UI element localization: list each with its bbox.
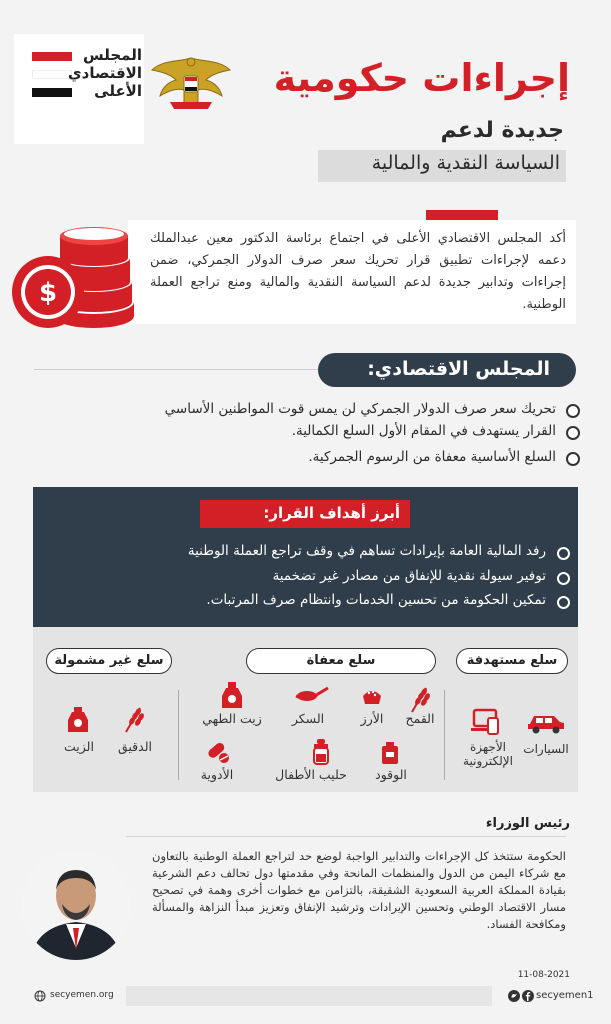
oil-bottle-icon xyxy=(220,680,244,710)
bullet-icon xyxy=(557,547,570,560)
item-label: الأدوية xyxy=(200,767,234,782)
council-name-line2: الاقتصادي xyxy=(67,64,142,82)
goal-item: رفد المالية العامة بإيرادات تساهم في وقف تراجع العملة الوطنية xyxy=(187,543,546,559)
page-subtitle: جديدة لدعم xyxy=(440,118,564,143)
oil-icon xyxy=(66,706,90,734)
facebook-icon[interactable] xyxy=(522,990,534,1002)
council-name-line1: المجلس xyxy=(83,46,142,64)
intro-accent-bar xyxy=(426,210,498,220)
publish-date: 11-08-2021 xyxy=(517,970,570,980)
twitter-icon[interactable] xyxy=(508,990,520,1002)
council-item: تحريك سعر صرف الدولار الجمركي لن يمس قوت المواطنين الأساسي xyxy=(164,401,556,417)
item-label: الدقيق xyxy=(117,739,152,754)
item-label: الأرز xyxy=(360,711,384,726)
header xyxy=(0,0,611,200)
targeted-goods-label: سلع مستهدفة xyxy=(456,648,568,674)
portrait-illustration xyxy=(22,852,130,960)
bullet-icon xyxy=(566,404,580,418)
bullet-icon xyxy=(566,452,580,466)
eagle-emblem-icon xyxy=(148,52,234,112)
svg-text:$: $ xyxy=(38,278,58,308)
baby-milk-icon xyxy=(310,738,332,766)
globe-icon xyxy=(34,990,46,1002)
medicine-icon xyxy=(204,738,230,764)
council-name xyxy=(46,46,142,100)
goal-item: تمكين الحكومة من تحسين الخدمات وانتظام صرف المرتبات. xyxy=(206,592,546,608)
rice-icon xyxy=(360,684,384,706)
divider xyxy=(178,690,179,780)
fuel-icon xyxy=(380,740,404,766)
goal-item: توفير سيولة نقدية للإنفاق من مصادر غير تضخمية xyxy=(272,568,546,584)
item-label: الأجهزة الإلكترونية xyxy=(463,740,513,768)
item-label: حليب الأطفال xyxy=(275,767,347,782)
goals-heading: أبرز أهداف القرار: xyxy=(263,504,400,522)
item-label: الزيت xyxy=(64,739,94,754)
item-label: السكر xyxy=(291,711,325,726)
item-label: القمح xyxy=(405,711,435,726)
bullet-icon xyxy=(557,572,570,585)
pm-title: رئيس الوزراء xyxy=(485,816,570,831)
item-label: الوقود xyxy=(375,767,407,782)
intro-text: أكد المجلس الاقتصادي الأعلى في اجتماع برئاسة الدكتور معين عبدالملك دعمه لإجراءات تطبيق قرار تحريك سعر صرف الدولار الجمركي، ضمن إجراءات وتدابير جديدة لدعم السياسة النقدية والمالية ومنع تراجع العملة الوطنية. xyxy=(150,231,566,312)
pm-statement: الحكومة ستتخذ كل الإجراءات والتدابير الواجبة لوضع حد لتراجع العملة الوطنية بالتعاون مع شركاء اليمن من الدول والمنظمات المانحة وفي مقدمتها دول تحالف دعم الشرعية بقيادة المملكة العربية السعودية الشقيقة، بالتزامن مع خطوات أخرى وهمة في تصحيح مسار الاقتصاد الوطني وتحسين الإيرادات وترشيد الإنفاق وتعزيز مبدأ النزاهة والمسألة ومكافحة الفساد. xyxy=(152,849,566,931)
car-icon xyxy=(526,710,566,734)
social-handle[interactable]: secyemen1 xyxy=(536,990,594,1001)
bullet-icon xyxy=(557,596,570,609)
coins-dollar-icon xyxy=(10,214,140,332)
council-heading: المجلس الاقتصادي: xyxy=(367,358,550,380)
council-item: القرار يستهدف في المقام الأول السلع الكمالية. xyxy=(291,423,556,439)
footer-bar xyxy=(126,986,492,1006)
wheat-icon xyxy=(408,684,432,714)
divider xyxy=(444,690,445,780)
divider xyxy=(34,369,334,370)
divider xyxy=(126,836,566,837)
page-subtitle-2: السياسة النقدية والمالية xyxy=(371,152,560,174)
council-item: السلع الأساسية معفاة من الرسوم الجمركية. xyxy=(308,449,556,465)
sugar-icon xyxy=(294,684,330,706)
item-label: زيت الطهي xyxy=(202,711,262,726)
bullet-icon xyxy=(566,426,580,440)
flour-icon xyxy=(122,704,146,734)
item-label: السيارات xyxy=(523,742,569,756)
council-name-line3: الأعلى xyxy=(94,82,142,100)
exempt-goods-label: سلع معفاة xyxy=(246,648,436,674)
pm-portrait xyxy=(22,852,130,960)
website-link[interactable]: secyemen.org xyxy=(50,990,114,1000)
devices-icon xyxy=(470,708,502,736)
page-title: إجراءات حكومية xyxy=(273,56,570,100)
excluded-goods-label: سلع غير مشمولة xyxy=(46,648,172,674)
